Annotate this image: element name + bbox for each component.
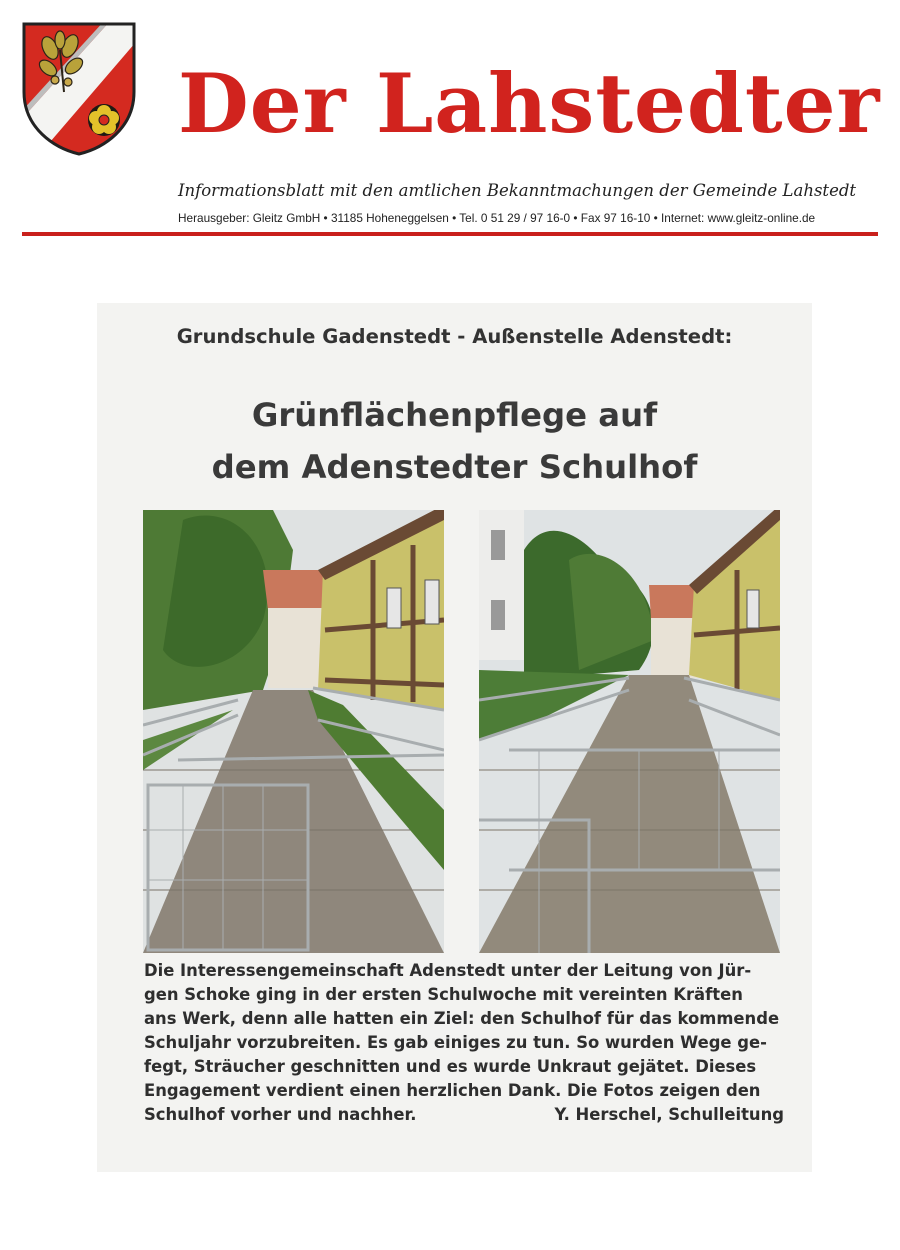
body-line: Die Interessengemeinschaft Adenstedt unter der Leitung von Jür-: [144, 961, 752, 980]
coat-of-arms-icon: [20, 20, 138, 156]
body-line: gen Schoke ging in der ersten Schulwoche mit vereinten Kräften: [144, 985, 743, 1004]
newspaper-title: Der Lahstedter: [178, 56, 881, 152]
body-line: Schuljahr vorzubreiten. Es gab einiges zu tun. So wurden Wege ge-: [144, 1033, 767, 1052]
body-last-line: Schulhof vorher und nachher.: [144, 1105, 417, 1124]
masthead: [0, 0, 900, 250]
closing-line: [144, 1103, 784, 1127]
body-line: Engagement verdient einen herzlichen Dank. Die Fotos zeigen den: [144, 1081, 761, 1100]
masthead-rule: [22, 232, 878, 236]
article-body: [144, 959, 784, 1127]
headline-line-1: Grünflächenpflege auf: [251, 396, 658, 434]
body-line: fegt, Sträucher geschnitten und es wurde Unkraut gejätet. Dieses: [144, 1057, 757, 1076]
before-photo: [143, 510, 444, 953]
headline-line-2: dem Adenstedter Schulhof: [211, 448, 698, 486]
publisher-line: Herausgeber: Gleitz GmbH • 31185 Hoheneggelsen • Tel. 0 51 29 / 97 16-0 • Fax 97 16-10 • Internet: www.gleitz-online.de: [178, 211, 816, 225]
article-headline: [97, 389, 812, 493]
body-line: ans Werk, denn alle hatten ein Ziel: den Schulhof für das kommende: [144, 1009, 780, 1028]
newspaper-subtitle: Informationsblatt mit den amtlichen Bekanntmachungen der Gemeinde Lahstedt: [178, 181, 857, 200]
after-photo: [479, 510, 780, 953]
article-clipping: [97, 303, 812, 1172]
article-signature: Y. Herschel, Schulleitung: [554, 1105, 784, 1124]
article-kicker: Grundschule Gadenstedt - Außenstelle Adenstedt:: [176, 325, 733, 348]
